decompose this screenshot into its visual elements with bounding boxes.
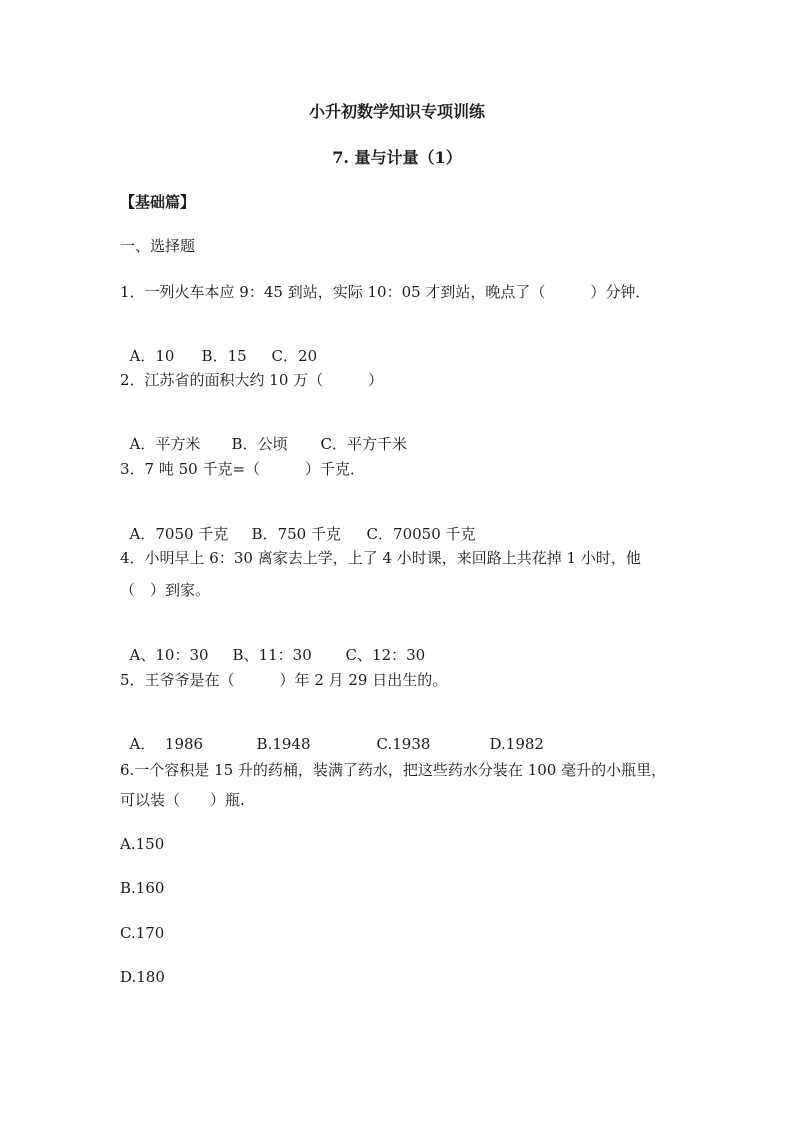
question-3-options (120, 504, 476, 544)
option-d: D.1982 (489, 735, 544, 753)
question-4-text-cont: （ ）到家。 (120, 581, 211, 599)
option-a: A．7050 千克 (129, 525, 229, 543)
page-title: 小升初数学知识专项训练 (308, 102, 485, 121)
question-2-text: 2．江苏省的面积大约 10 万（ ） (120, 371, 384, 389)
option-b: B．15 (201, 347, 247, 365)
page-subtitle: 7. 量与计量（1） (332, 148, 462, 167)
question-6-option-d: D.180 (120, 968, 165, 986)
question-6-option-c: C.170 (120, 924, 165, 942)
question-3-text: 3．7 吨 50 千克=（ ）千克． (120, 460, 366, 478)
option-c: C．平方千米 (320, 435, 408, 453)
option-c: C．20 (271, 347, 318, 365)
option-a: A．10 (129, 347, 175, 365)
option-c: C．70050 千克 (366, 525, 476, 543)
option-b: B．公顷 (231, 435, 288, 453)
option-b: B、11：30 (232, 646, 312, 664)
question-1-options (120, 326, 317, 366)
option-a: A、10：30 (129, 646, 209, 664)
question-4-options (120, 625, 425, 665)
question-6-text: 6.一个容积是 15 升的药桶，装满了药水，把这些药水分装在 100 毫升的小瓶里， (120, 761, 667, 779)
question-5-options (120, 714, 544, 754)
question-6-option-b: B.160 (120, 879, 165, 897)
question-6-text-cont: 可以装（ ）瓶. (120, 791, 245, 809)
section-heading: 一、选择题 (120, 237, 196, 255)
option-a: A． 1986 (129, 735, 204, 753)
section-tag: 【基础篇】 (120, 193, 196, 211)
option-c: C、12：30 (345, 646, 426, 664)
question-5-text: 5．王爷爷是在（ ）年 2 月 29 日出生的。 (120, 671, 448, 689)
option-b: B.1948 (256, 735, 311, 753)
option-a: A．平方米 (129, 435, 201, 453)
question-6-option-a: A.150 (120, 835, 165, 853)
question-1-text: 1．一列火车本应 9：45 到站，实际 10：05 才到站，晚点了（ ）分钟． (120, 283, 651, 301)
question-2-options (120, 414, 407, 454)
option-c: C.1938 (376, 735, 431, 753)
option-b: B．750 千克 (251, 525, 341, 543)
question-4-text: 4．小明早上 6：30 离家去上学，上了 4 小时课，来回路上共花掉 1 小时，他 (120, 549, 641, 567)
